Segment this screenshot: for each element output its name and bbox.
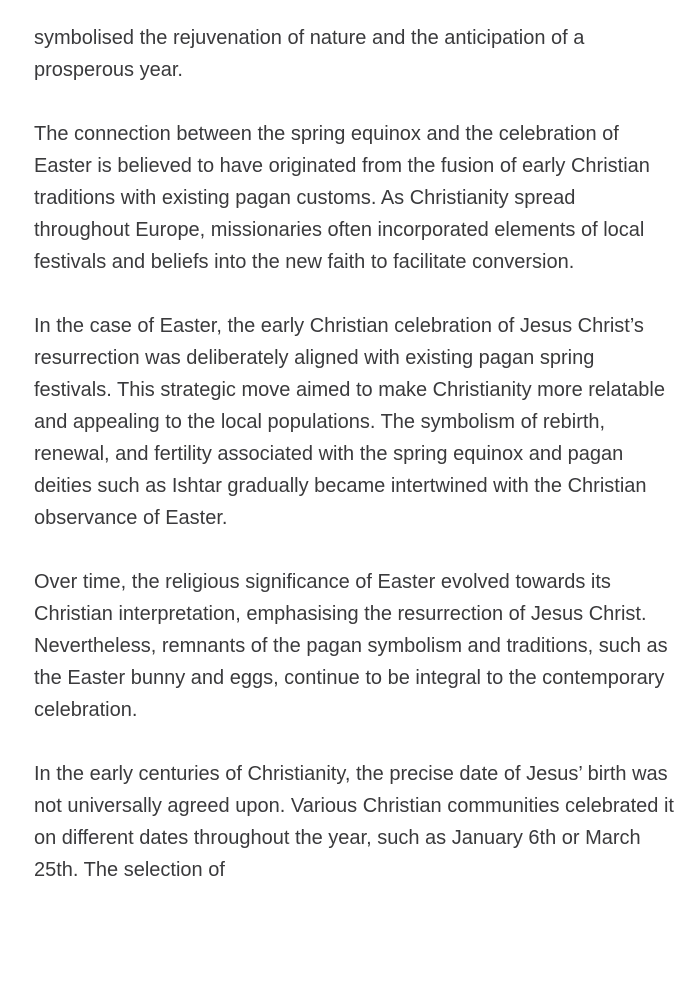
article-paragraph: The connection between the spring equinox and the celebration of Easter is believed to have originated from the fusion of early Christian traditions with existing pagan customs. As Christianity spread throughout Europe, missionaries often incorporated elements of local festivals and beliefs into the new faith to facilitate conversion. [34, 123, 650, 273]
article-paragraph: In the case of Easter, the early Christian celebration of Jesus Christ’s resurrection was deliberately aligned with existing pagan spring festivals. This strategic move aimed to make Christianity more relatable and appealing to the local populations. The symbolism of rebirth, renewal, and fertility associated with the spring equinox and pagan deities such as Ishtar gradually became intertwined with the Christian observance of Easter. [34, 315, 665, 529]
article-paragraph: Over time, the religious significance of Easter evolved towards its Christian interpretation, emphasising the resurrection of Jesus Christ. Nevertheless, remnants of the pagan symbolism and traditions, such as the Easter bunny and eggs, continue to be integral to the contemporary celebration. [34, 571, 668, 721]
article-paragraph: In the early centuries of Christianity, the precise date of Jesus’ birth was not universally agreed upon. Various Christian communities celebrated it on different dates throughout the year, such as January 6th or March 25th. The selection of [34, 763, 674, 881]
article-paragraph: symbolised the rejuvenation of nature and the anticipation of a prosperous year. [34, 27, 585, 81]
article-body [34, 22, 674, 918]
